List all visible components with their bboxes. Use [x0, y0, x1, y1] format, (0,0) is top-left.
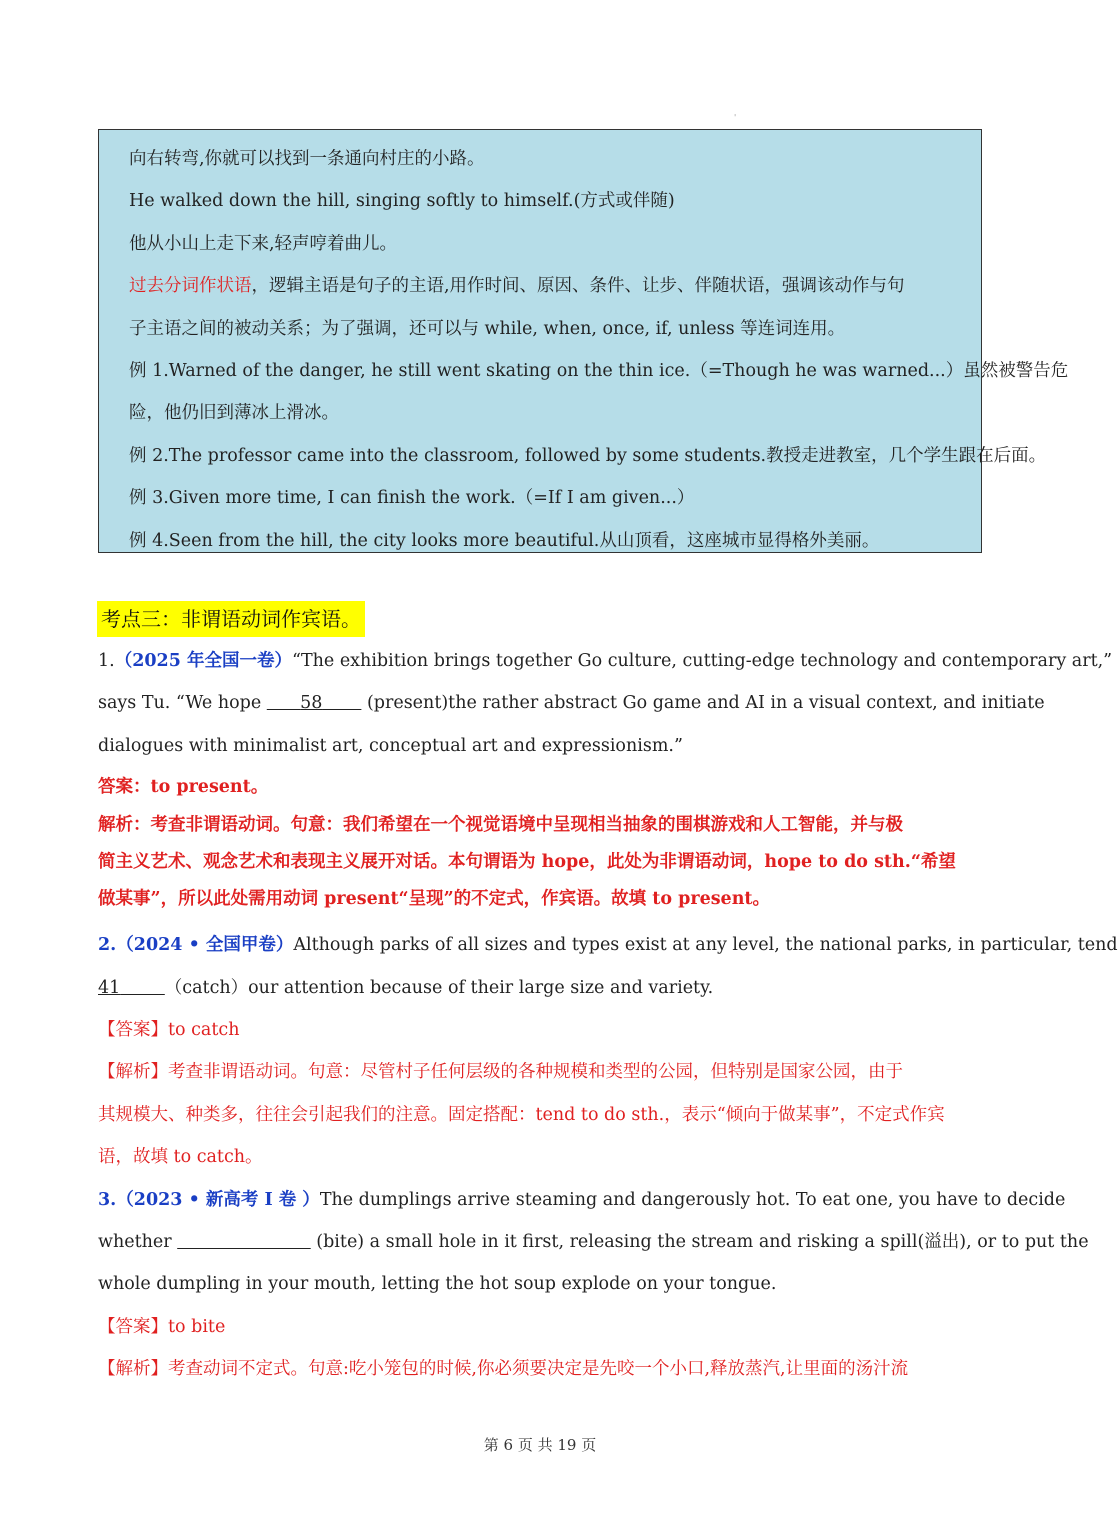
q1-blank [267, 693, 362, 713]
q1-line2 [98, 682, 1045, 724]
rule-text: ，逻辑主语是句子的主语,用作时间、原因、条件、让步、伴随状语，强调该动作与句 [251, 276, 905, 297]
box-line: 向右转弯,你就可以找到一条通向村庄的小路。 [129, 149, 485, 169]
q1-text: “The exhibition brings together Go culture, cutting-edge technology and contemporary art,” [292, 651, 1113, 671]
q1-explanation: 简主义艺术、观念艺术和表现主义展开对话。本句谓语为 hope，此处为非谓语动词，hope to do sth.“希望 [98, 852, 956, 873]
q2-text: （catch）our attention because of their large size and variety. [164, 977, 714, 998]
q1-number: 1. [98, 651, 115, 671]
box-line: 他从小山上走下来,轻声哼着曲儿。 [129, 233, 398, 254]
box-example: 险，他仍旧到薄冰上滑冰。 [129, 403, 339, 424]
q3-text: whether [98, 1232, 178, 1253]
box-example: 例 4.Seen from the hill, the city looks more beautiful.从山顶看，这座城市显得格外美丽。 [129, 530, 880, 551]
q3-explanation: 【解析】考查动词不定式。句意:吃小笼包的时候,你必须要决定是先咬一个小口,释放蒸汽,让里面的汤汁流 [98, 1359, 909, 1380]
blank-number: 58 [300, 693, 323, 714]
q3-line1 [98, 1179, 1066, 1221]
blank-number: 41 [98, 977, 121, 998]
q1-line3: dialogues with minimalist art, conceptual art and expressionism.” [98, 735, 683, 756]
box-example: 例 2.The professor came into the classroom, followed by some students.教授走进教室，几个学生跟在后面。 [129, 445, 1047, 466]
box-rule-cont: 子主语之间的被动关系；为了强调，还可以与 while, when, once, if, unless 等连词连用。 [129, 318, 846, 339]
q3-blank [177, 1232, 311, 1252]
q1-explanation: 做某事”，所以此处需用动词 present“呈现”的不定式，作宾语。故填 to present。 [98, 889, 770, 910]
q1-text: says Tu. “We hope [98, 693, 267, 714]
q2-source: 2.（2024 • 全国甲卷） [98, 935, 294, 956]
q2-line2 [98, 967, 984, 1009]
q1-text: (present)the rather abstract Go game and AI in a visual context, and initiate [361, 693, 1045, 714]
questions [98, 640, 1118, 1391]
section-heading: 考点三：非谓语动词作宾语。 [97, 601, 365, 637]
q1-explanation: 解析：考查非谓语动词。句意：我们希望在一个视觉语境中呈现相当抽象的围棋游戏和人工智能，并与极 [98, 815, 903, 836]
q3-line2 [98, 1221, 1089, 1263]
q2-explanation: 【解析】考查非谓语动词。句意：尽管村子任何层级的各种规模和类型的公园，但特别是国家公园，由于 [98, 1062, 903, 1083]
box-example: 例 1.Warned of the danger, he still went skating on the thin ice.（=Though he was warned...）虽然被警告危 [129, 360, 1069, 381]
page-footer: 第 6 页 共 19 页 [483, 1436, 597, 1454]
q2-blank [98, 978, 165, 998]
q2-explanation: 其规模大、种类多，往往会引起我们的注意。固定搭配：tend to do sth.，表示“倾向于做某事”，不定式作宾 [98, 1104, 945, 1125]
q3-line3: whole dumpling in your mouth, letting the hot soup explode on your tongue. [98, 1274, 777, 1295]
box-rule [129, 265, 971, 307]
q1-line1 [98, 640, 1113, 682]
q1-answer: 答案：to present。 [98, 777, 269, 798]
q3-text: The dumplings arrive steaming and dangerously hot. To eat one, you have to decide [319, 1189, 1066, 1210]
q3-answer: 【答案】to bite [98, 1316, 226, 1337]
box-line: He walked down the hill, singing softly to himself.(方式或伴随) [129, 191, 675, 212]
q1-source: （2025 年全国一卷） [114, 651, 293, 671]
rule-term: 过去分词作状语 [129, 276, 252, 297]
q3-text: (bite) a small hole in it first, releasing the stream and risking a spill(溢出), or to put the [310, 1232, 1089, 1253]
q3-source: 3.（2023 • 新高考 Ⅰ 卷 ） [98, 1189, 320, 1210]
q2-text: Although parks of all sizes and types exist at any level, the national parks, in particular, tend [293, 935, 1118, 956]
q2-line1 [98, 924, 1118, 966]
grammar-note-box [98, 129, 1069, 553]
q2-answer: 【答案】to catch [98, 1020, 240, 1041]
q2-explanation: 语，故填 to catch。 [98, 1147, 263, 1168]
scan-mark: ' [734, 113, 737, 122]
box-example: 例 3.Given more time, I can finish the work.（=If I am given...） [129, 488, 695, 509]
